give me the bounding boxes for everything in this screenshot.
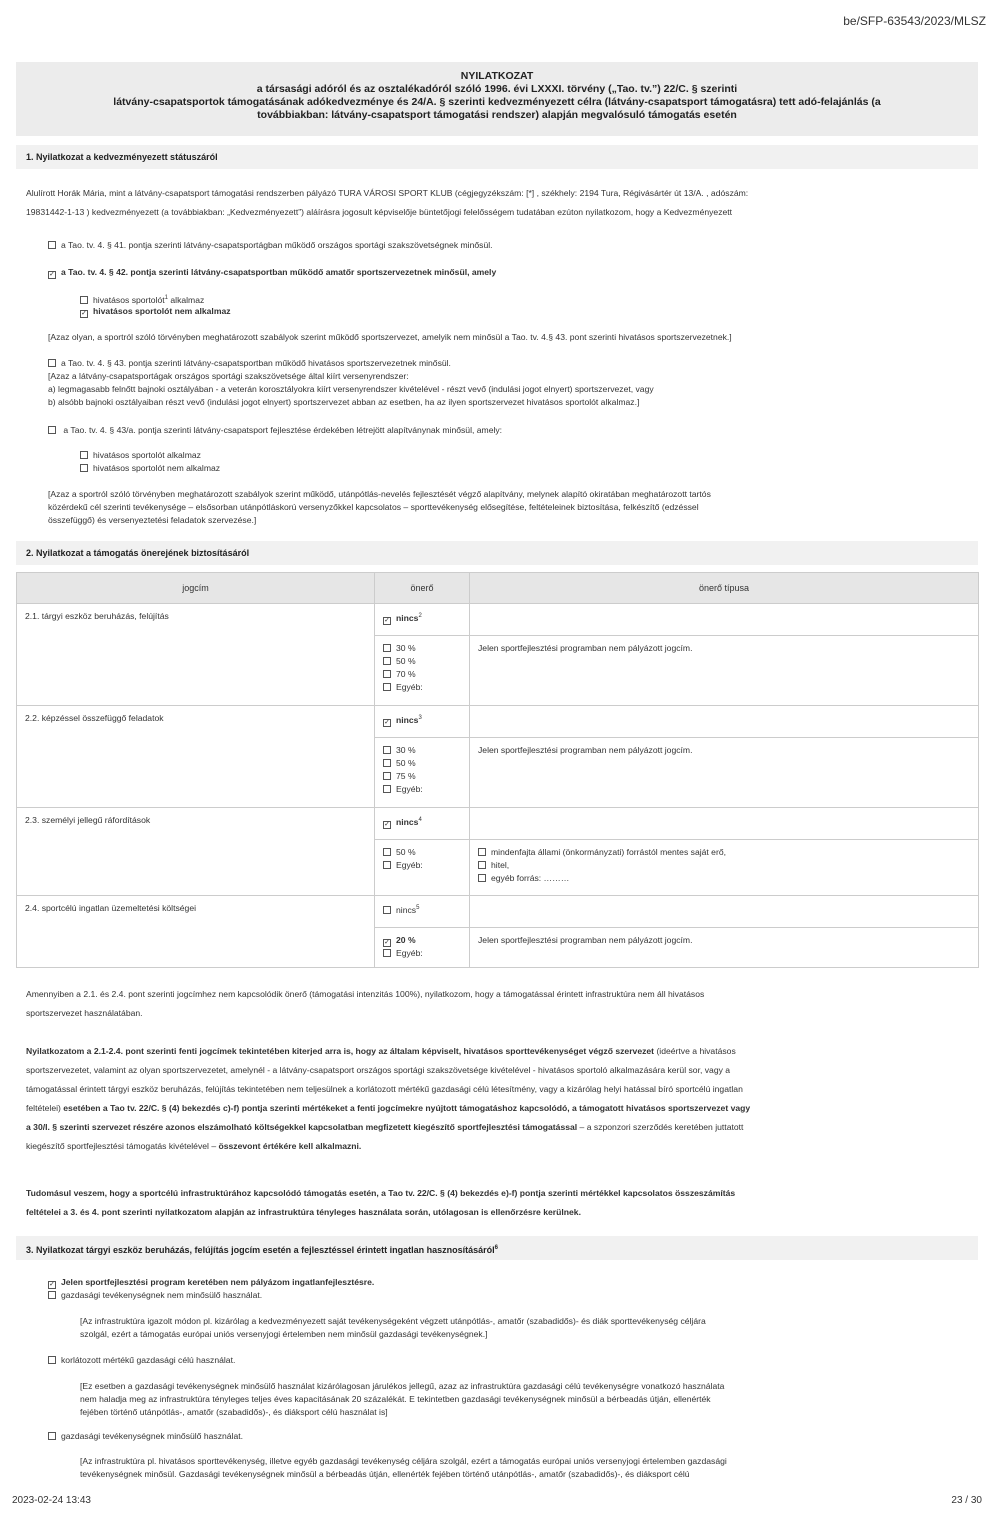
column-header: önerő (375, 573, 470, 604)
footer-timestamp: 2023-02-24 13:43 (12, 1495, 91, 1506)
checkbox-icon[interactable] (48, 426, 56, 434)
nincs-option[interactable]: nincs$^5$ (375, 896, 470, 928)
s3-note: fejében történő utánpótlás-, amatőr (szabadidős)-, és diáksport célú használat is] (80, 1407, 388, 1417)
checkbox-icon[interactable] (383, 785, 391, 793)
percent-options[interactable]: 50 % Egyéb: (375, 840, 470, 896)
checkbox-icon[interactable] (48, 1291, 56, 1299)
footer-page-number: 23 / 30 (951, 1495, 982, 1506)
contribution-type-options[interactable]: mindenfajta állami (önkormányzati) forrástól mentes saját erő, hitel, egyéb forrás: ……… (470, 840, 979, 896)
option-43a[interactable]: a Tao. tv. 4. § 43/a. pontja szerinti látvány-csapatsport fejlesztése érdekében létrejött alapítványnak minősül, amely: (48, 424, 502, 437)
checkbox-icon[interactable] (48, 359, 56, 367)
self-contribution-table (16, 572, 979, 968)
checkbox-checked-icon[interactable]: ✓ (49, 271, 55, 278)
option-43a-note: közérdekű cél szerinti tevékenysége – elsősorban utánpótláskorú versenyzőkkel kapcsolatos – sporttevékenység elősegítése, feltételeinek biztosítása, felkészítő (edzéssel (48, 502, 699, 512)
nincs-option[interactable]: ✓ nincs$^4$ (375, 808, 470, 840)
option-43a-note: [Azaz a sportról szóló törvényben meghatározott szabályok szerint működő, utánpótlás-nevelés fejlesztését végző alapítvány, melynek alapító okiratában meghatározott tartós (48, 489, 711, 499)
paragraph-acknowledgement: Tudomásul veszem, hogy a sportcélú infrastruktúrához kapcsolódó támogatás esetén, a Tao tv. 22/C. § (4) bekezdés e)-f) pontja szerinti mértékkel kapcsolatos összeszámítás feltételei a 3. és 4. pont szerinti nyilatkozatom alapján az infrastruktúra tényleges használata során, utólagosan is ellenőrzésre kerülnek. (26, 1188, 736, 1217)
checkbox-icon[interactable] (383, 906, 391, 914)
option-43-note: b) alsóbb bajnoki osztályaiban részt vevő (indulási jogot elnyert) sportszervezet abban az esetben, ha az ilyen sportszervezet hivatásos sportolót alkalmaz.] (48, 397, 640, 407)
checkbox-icon[interactable] (383, 644, 391, 652)
checkbox-icon[interactable] (80, 451, 88, 459)
checkbox-icon[interactable] (478, 874, 486, 882)
paragraph-infrastructure: Amennyiben a 2.1. és 2.4. pont szerinti jogcímhez nem kapcsolódik önerő (támogatási intenzitás 100%), nyilatkozom, hogy a támogatással érintett infrastruktúra nem áll hivatásos sportszervezet használatában. (26, 989, 705, 1018)
checkbox-checked-icon[interactable]: ✓ (81, 310, 87, 317)
s3-note: nem haladja meg az infrastruktúra tényleges teljes éves kapacitásának 20 százalékát. E tekintetben gazdasági tevékenységnek minősül a bérbeadás útján, ellenérték (80, 1394, 711, 1404)
title-line: a társasági adóról és az osztalékadóról szóló 1996. évi LXXXI. törvény („Tao. tv.”) 22/C. § szerinti (256, 83, 738, 95)
s3-option-economic[interactable]: gazdasági tevékenységnek minősülő használat. (48, 1430, 243, 1443)
nincs-option[interactable]: ✓ nincs$^2$ (375, 604, 470, 636)
checkbox-checked-icon[interactable]: ✓ (49, 1281, 55, 1288)
option-42[interactable]: ✓ a Tao. tv. 4. § 42. pontja szerinti látvány-csapatsportban működő amatőr sportszervezetnek minősül, amely (49, 267, 497, 278)
option-43[interactable]: a Tao. tv. 4. § 43. pontja szerinti látvány-csapatsportban működő hivatásos sportszervezetnek minősül. (48, 357, 451, 370)
option-43-note: a) legmagasabb felnőtt bajnoki osztályában - a veterán korosztályokra kiírt versenyrendszer kivételével - részt vevő (indulási jogot elnyert) sportszervezet, vagy (48, 384, 654, 394)
option-42-note: [Azaz olyan, a sportról szóló törvényben meghatározott szabályok szerint működő sportszervezet, amelyik nem minősül a Tao. tv. 4.§ 43. pont szerinti hivatásos sportszervezetnek.] (48, 332, 732, 342)
checkbox-icon[interactable] (383, 848, 391, 856)
checkbox-icon[interactable] (383, 746, 391, 754)
title-line: látvány-csapatsportok támogatásának adókedvezménye és 24/A. § szerinti kedvezményezett célra (látvány-csapatsport támogatásra) tett adó-felajánlás (a (113, 96, 881, 108)
option-41[interactable]: a Tao. tv. 4. § 41. pontja szerinti látvány-csapatsportágban működő országos sportági szakszövetségnek minősül. (48, 239, 493, 252)
document-reference: be/SFP-63543/2023/MLSZ (843, 14, 986, 28)
s3-option-no-property[interactable]: ✓ Jelen sportfejlesztési program keretében nem pályázom ingatlanfejlesztésre. (49, 1277, 375, 1288)
contribution-type: Jelen sportfejlesztési programban nem pályázott jogcím. (470, 636, 979, 706)
s3-note: [Az infrastruktúra igazolt módon pl. kizárólag a kedvezményezett saját tevékenységeként végzett utánpótlás-, amatőr (szabadidős)- és diák sporttevékenység céljára (80, 1316, 706, 1326)
checkbox-checked-icon[interactable]: ✓ (384, 616, 390, 624)
declaration-title (16, 62, 978, 136)
option-43a-pro-no[interactable]: hivatásos sportolót nem alkalmaz (80, 462, 220, 475)
percent-options[interactable]: 30 % 50 % 75 % Egyéb: (375, 738, 470, 808)
checkbox-icon[interactable] (383, 759, 391, 767)
checkbox-icon[interactable] (80, 296, 88, 304)
checkbox-checked-icon[interactable]: ✓ (384, 820, 390, 828)
section-1-header: 1. Nyilatkozat a kedvezményezett státuszáról (16, 145, 978, 169)
s3-option-non-economic[interactable]: gazdasági tevékenységnek nem minősülő használat. (48, 1289, 262, 1302)
checkbox-icon[interactable] (478, 848, 486, 856)
row-title: 2.2. képzéssel összefüggő feladatok (17, 706, 375, 808)
checkbox-icon[interactable] (48, 241, 56, 249)
intro-line: 19831442-1-13 ) kedvezményezett (a továbbiakban: „Kedvezményezett”) aláírásra jogosult képviselője büntetőjogi felelősségem tudatában ezúton nyilatkozom, hogy a Kedvezményezett (26, 207, 733, 217)
intro-line: Alulírott Horák Mária, mint a látvány-csapatsport támogatási rendszerben pályázó TURA VÁROSI SPORT KLUB (cégjegyzékszám: [*] , székhely: 2194 Tura, Régivásártér út 13/A. , adószám: (26, 188, 749, 198)
checkbox-icon[interactable] (383, 949, 391, 957)
contribution-type: Jelen sportfejlesztési programban nem pályázott jogcím. (470, 928, 979, 968)
title-line: NYILATKOZAT (460, 70, 534, 82)
row-title: 2.4. sportcélú ingatlan üzemeltetési költségei (17, 896, 375, 968)
contribution-type: Jelen sportfejlesztési programban nem pályázott jogcím. (470, 738, 979, 808)
checkbox-icon[interactable] (383, 670, 391, 678)
option-43a-pro-yes[interactable]: hivatásos sportolót alkalmaz (80, 449, 201, 462)
option-42-pro-no[interactable]: ✓ hivatásos sportolót nem alkalmaz (81, 306, 231, 317)
percent-options[interactable]: 30 % 50 % 70 % Egyéb: (375, 636, 470, 706)
column-header: jogcím (17, 573, 375, 604)
s3-option-limited[interactable]: korlátozott mértékű gazdasági célú használat. (48, 1354, 235, 1367)
checkbox-icon[interactable] (48, 1432, 56, 1440)
checkbox-checked-icon[interactable]: ✓ (384, 718, 390, 726)
checkbox-icon[interactable] (48, 1356, 56, 1364)
s3-note: tevékenységnek minősül. Gazdasági tevékenységnek minősül a bérbeadás útján, ellenérték fejében történő utánpótlás-, amatőr (szabadidős)-, és diáksport célú (80, 1469, 690, 1479)
checkbox-icon[interactable] (478, 861, 486, 869)
checkbox-icon[interactable] (383, 683, 391, 691)
checkbox-icon[interactable] (80, 464, 88, 472)
option-43-note: [Azaz a látvány-csapatsportágak országos sportági szakszövetsége által kiírt versenyrendszer: (48, 371, 409, 381)
intro-paragraph (26, 184, 976, 222)
s3-note: szolgál, ezért a támogatás európai uniós versenyjogi értelemben nem minősül gazdasági tevékenységnek.] (80, 1329, 488, 1339)
s3-note: [Ez esetben a gazdasági tevékenységnek minősülő használat kizárólagosan járulékos jellegű, azaz az infrastruktúra gazdasági célú tevékenységre vonatkozó használata (80, 1381, 725, 1391)
row-title: 2.3. személyi jellegű ráfordítások (17, 808, 375, 896)
percent-options[interactable]: ✓ 20 % Egyéb: (375, 928, 470, 968)
checkbox-icon[interactable] (383, 772, 391, 780)
checkbox-icon[interactable] (383, 861, 391, 869)
nincs-option[interactable]: ✓ nincs$^3$ (375, 706, 470, 738)
option-42-pro-yes[interactable]: hivatásos sportolót$^1$ alkalmaz (80, 292, 204, 307)
paragraph-declaration-scope: Nyilatkozatom a 2.1-2.4. pont szerinti fenti jogcímek tekintetében kiterjed arra is, hogy az általam képviselt, hivatásos sporttevékenységet végző szervezet (ideértve a hivatásos sportszervezetet, valamint az olyan sportszervezetet, amelynél - a látvány-csapatsport országos sportági szakszövetsége kivételével - hivatásos sportoló alkalmazására kerül sor, vagy a támogatással érintett tárgyi eszköz beruházás, felújítás tekintetében nem teljesülnek a korlátozott mértékű gazdasági célú létesítmény, vagy a kizárólag helyi hatással bíró sportcélú ingatlan feltételei) esetében a Tao tv. 22/C. § (4) bekezdés c)-f) pontja szerinti mértékeket a fenti jogcímekre nyújtott támogatáshoz kapcsolódó, a támogatott hivatásos sportszervezet vagy a 30/I. § szerinti szervezet részére azonos elszámolható költségekkel kapcsolatban megfizetett kiegészítő sportfejlesztési támogatással – a szponzori szerződés keretében juttatott kiegészítő sportfejlesztési támogatás kivételével – összevont értékére kell alkalmazni. (26, 1046, 751, 1151)
section-3-header: 3. Nyilatkozat tárgyi eszköz beruházás, felújítás jogcím esetén a fejlesztéssel érintett ingatlan hasznosításáról$^6$ (16, 1236, 978, 1260)
row-title: 2.1. tárgyi eszköz beruházás, felújítás (17, 604, 375, 706)
checkbox-checked-icon[interactable]: ✓ (384, 939, 390, 946)
section-2-header: 2. Nyilatkozat a támogatás önerejének biztosításáról (16, 541, 978, 565)
column-header: önerő típusa (470, 573, 979, 604)
s3-note: [Az infrastruktúra pl. hivatásos sporttevékenység, illetve egyéb gazdasági tevékenység céljára szolgál, ezért a támogatás európai uniós versenyjogi értelemben gazdasági (80, 1456, 727, 1466)
title-line: továbbiakban: látvány-csapatsport támogatási rendszer) alapján megvalósuló támogatás esetén (257, 109, 737, 121)
option-43a-note: összefüggő) és versenyeztetési feladatok szervezése.] (48, 515, 257, 525)
checkbox-icon[interactable] (383, 657, 391, 665)
